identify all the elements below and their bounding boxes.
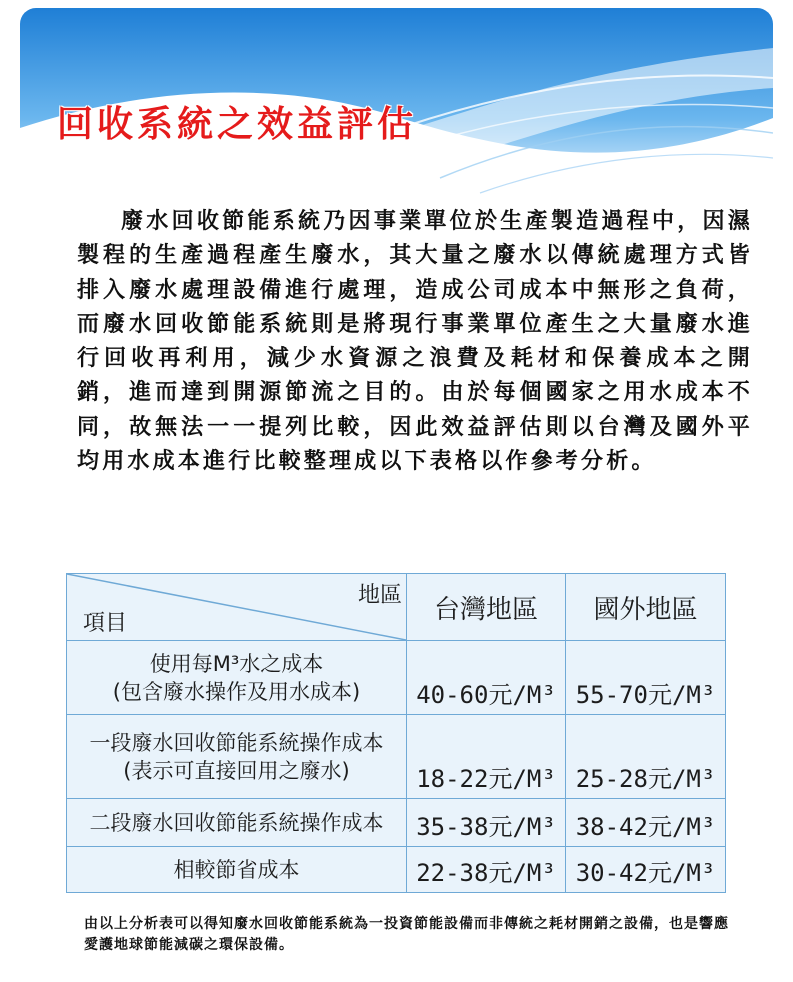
cell-foreign: 25-28元/M³ [566,715,726,799]
row-label-line1: 使用每M³水之成本 [149,651,324,676]
row-label-line2: (表示可直接回用之廢水) [123,758,350,783]
table-row [67,715,726,799]
cell-taiwan: 35-38元/M³ [407,799,566,847]
table-row [67,847,726,893]
cell-foreign: 30-42元/M³ [566,847,726,893]
col-header-foreign: 國外地區 [566,574,726,641]
intro-paragraph: 廢水回收節能系統乃因事業單位於生產製造過程中，因濕製程的生產過程產生廢水，其大量之廢水以傳統處理方式皆排入廢水處理設備進行處理，造成公司成本中無形之負荷，而廢水回收節能系統則是將現行事業單位產生之大量廢水進行回收再利用，減少水資源之浪費及耗材和保養成本之開銷，進而達到開源節流之目的。由於每個國家之用水成本不同，故無法一一提列比較，因此效益評估則以台灣及國外平均用水成本進行比較整理成以下表格以作參考分析。 [77,208,753,475]
table-row [67,641,726,715]
row-label-line2: (包含廢水操作及用水成本) [112,679,361,704]
table-header-row [67,574,726,641]
cell-taiwan: 22-38元/M³ [407,847,566,893]
corner-region-label: 地區 [357,583,402,608]
cell-taiwan: 40-60元/M³ [407,641,566,715]
cell-taiwan: 18-22元/M³ [407,715,566,799]
row-label: 相較節省成本 [67,847,407,893]
table-row [67,799,726,847]
corner-item-label: 項目 [83,611,128,636]
cost-comparison-table [66,573,726,893]
row-label-line1: 一段廢水回收節能系統操作成本 [89,730,384,755]
cell-foreign: 38-42元/M³ [566,799,726,847]
row-label [67,641,407,715]
row-label: 二段廢水回收節能系統操作成本 [67,799,407,847]
cell-foreign: 55-70元/M³ [566,641,726,715]
col-header-taiwan: 台灣地區 [407,574,566,641]
footer-note: 由以上分析表可以得知廢水回收節能系統為一投資節能設備而非傳統之耗材開銷之設備，也是響應愛護地球節能減碳之環保設備。 [84,916,729,953]
row-label [67,715,407,799]
page-title: 回收系統之效益評估 [57,103,418,145]
corner-header-cell [67,574,407,641]
